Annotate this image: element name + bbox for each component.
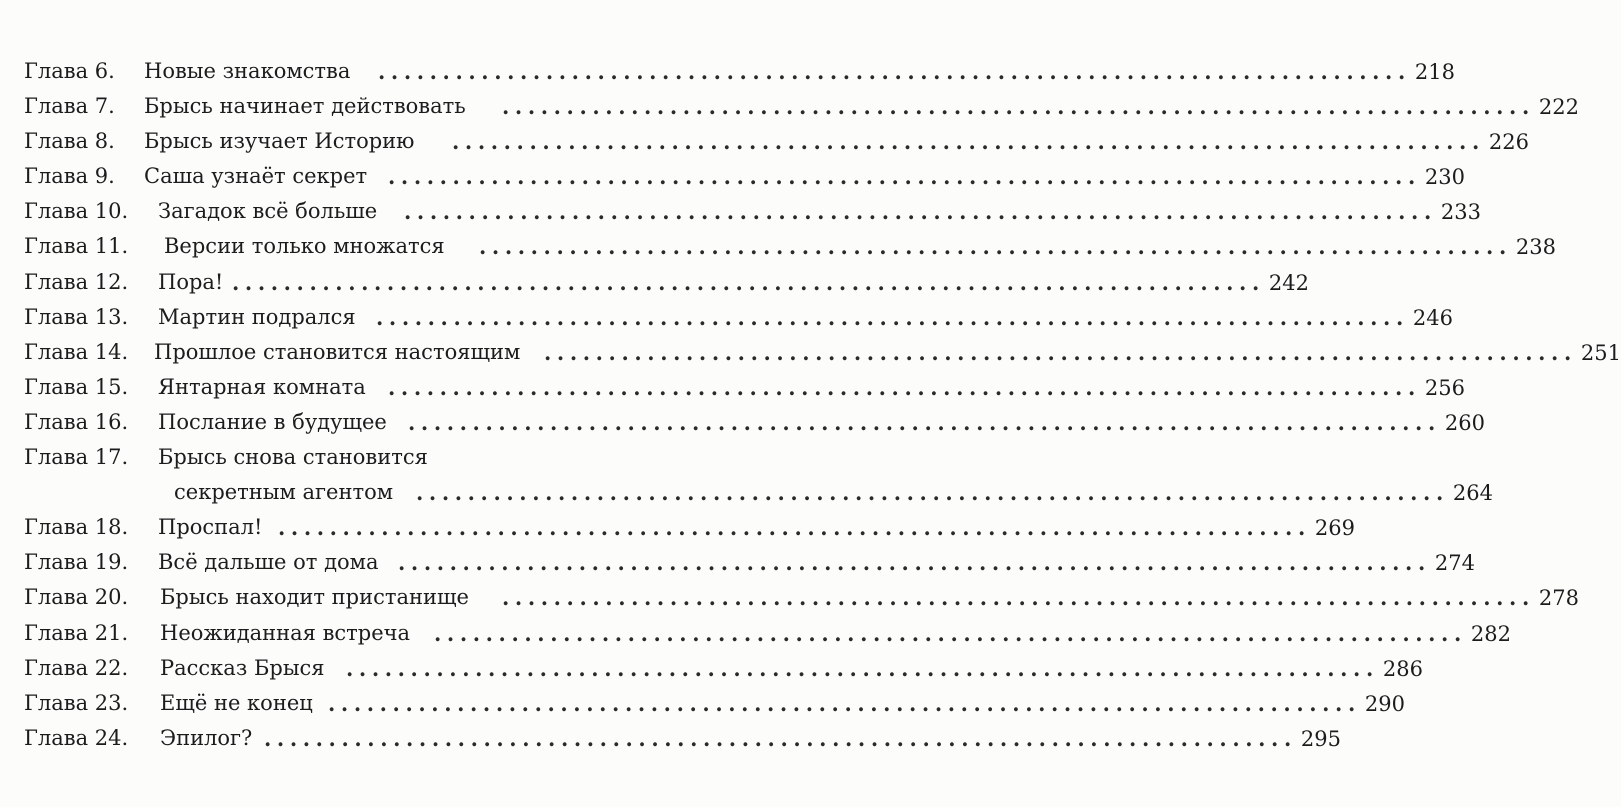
chapter-title: Неожиданная встреча	[160, 620, 411, 645]
page-number: 260	[1444, 410, 1485, 435]
chapter-title: Версии только множатся	[164, 234, 445, 259]
toc-entry-chapter-11: Глава 11. Версии только множатся ................................................................................ 238	[24, 229, 625, 264]
page-number: 242	[1268, 270, 1309, 295]
chapter-title: Брысь изучает Историю	[144, 129, 415, 154]
toc-entry-chapter-20: Глава 20. Брысь находит пристанище ................................................................................ 278	[24, 580, 625, 615]
toc-entry-chapter-14: Глава 14. Прошлое становится настоящим ................................................................................ 251	[24, 335, 625, 370]
page-number: 286	[1382, 656, 1423, 681]
chapter-title: Брысь начинает действовать	[144, 94, 466, 119]
page-number: 222	[1538, 95, 1579, 120]
chapter-title: Эпилог?	[160, 725, 253, 750]
chapter-title: Саша узнаёт секрет	[144, 164, 368, 189]
table-of-contents	[24, 54, 1621, 756]
chapter-title: Пора!	[158, 269, 224, 294]
toc-entry-chapter-24: Глава 24. Эпилог? ................................................................................ 295	[24, 721, 625, 756]
chapter-label: Глава 20.	[24, 585, 129, 610]
chapter-label: Глава 18.	[24, 515, 129, 540]
page-number: 269	[1314, 516, 1355, 541]
chapter-title: Всё дальше от дома	[158, 550, 379, 575]
page-number: 251	[1580, 340, 1621, 365]
page-number: 218	[1414, 60, 1455, 84]
page-number: 233	[1440, 200, 1481, 225]
chapter-label: Глава 17.	[24, 445, 129, 470]
chapter-title: Ещё не конец	[160, 690, 313, 715]
page-number: 295	[1300, 726, 1341, 751]
chapter-label: Глава 19.	[24, 550, 129, 575]
chapter-title: Брысь находит пристанище	[160, 585, 469, 610]
page-number: 230	[1424, 165, 1465, 190]
chapter-label: Глава 6.	[24, 59, 115, 83]
chapter-title: Загадок всё больше	[158, 199, 378, 224]
chapter-label: Глава 22.	[24, 655, 129, 680]
toc-entry-chapter-6: Глава 6. Новые знакомства ................................................................................ 218	[24, 54, 625, 89]
chapter-title: Послание в будущее	[158, 409, 387, 434]
chapter-title: Брысь снова становится	[158, 445, 428, 470]
toc-entry-chapter-15: Глава 15. Янтарная комната ................................................................................ 256	[24, 370, 625, 405]
chapter-label: Глава 12.	[24, 269, 129, 294]
chapter-label: Глава 21.	[24, 620, 129, 645]
toc-entry-chapter-21: Глава 21. Неожиданная встреча ................................................................................ 282	[24, 616, 625, 651]
toc-entry-chapter-16: Глава 16. Послание в будущее ................................................................................ 260	[24, 405, 625, 440]
chapter-label: Глава 14.	[24, 339, 129, 364]
chapter-label: Глава 7.	[24, 94, 115, 119]
page-number: 256	[1424, 375, 1465, 400]
chapter-label: Глава 10.	[24, 199, 129, 224]
chapter-label: Глава 24.	[24, 725, 129, 750]
chapter-label: Глава 23.	[24, 690, 129, 715]
chapter-title-continued: секретным агентом	[174, 480, 394, 505]
chapter-label: Глава 9.	[24, 164, 115, 189]
page-number: 282	[1470, 621, 1511, 646]
page-number: 246	[1412, 305, 1453, 330]
toc-entry-chapter-23: Глава 23. Ещё не конец ................................................................................ 290	[24, 686, 625, 721]
chapter-label: Глава 16.	[24, 409, 129, 434]
toc-entry-chapter-10: Глава 10. Загадок всё больше ................................................................................ 233	[24, 194, 625, 229]
toc-entry-chapter-17: Глава 17. Брысь снова становится секретным агентом ................................................................................ 264	[24, 440, 625, 510]
chapter-title: Прошлое становится настоящим	[154, 339, 521, 364]
page-number: 238	[1515, 235, 1556, 260]
toc-entry-chapter-9: Глава 9. Саша узнаёт секрет ................................................................................ 230	[24, 159, 625, 194]
chapter-label: Глава 8.	[24, 129, 115, 154]
toc-entry-chapter-7: Глава 7. Брысь начинает действовать ................................................................................ 222	[24, 89, 625, 124]
page-number: 264	[1452, 481, 1493, 506]
toc-entry-chapter-19: Глава 19. Всё дальше от дома ................................................................................ 274	[24, 545, 625, 580]
toc-entry-chapter-8: Глава 8. Брысь изучает Историю ................................................................................ 226	[24, 124, 625, 159]
chapter-label: Глава 11.	[24, 234, 129, 259]
chapter-title: Мартин подрался	[158, 304, 356, 329]
page-number: 290	[1364, 691, 1405, 716]
chapter-title: Проспал!	[158, 515, 263, 540]
chapter-title: Рассказ Брыся	[160, 655, 325, 680]
chapter-label: Глава 15.	[24, 374, 129, 399]
page-number: 226	[1488, 130, 1529, 155]
toc-entry-chapter-12: Глава 12. Пора! ................................................................................ 242	[24, 265, 625, 300]
toc-entry-chapter-13: Глава 13. Мартин подрался ................................................................................ 246	[24, 300, 625, 335]
chapter-title: Янтарная комната	[158, 374, 366, 399]
toc-entry-chapter-18: Глава 18. Проспал! ................................................................................ 269	[24, 510, 625, 545]
page-number: 274	[1434, 551, 1475, 576]
chapter-label: Глава 13.	[24, 304, 129, 329]
page-number: 278	[1538, 586, 1579, 611]
toc-entry-chapter-22: Глава 22. Рассказ Брыся ................................................................................ 286	[24, 651, 625, 686]
chapter-title: Новые знакомства	[144, 59, 351, 83]
